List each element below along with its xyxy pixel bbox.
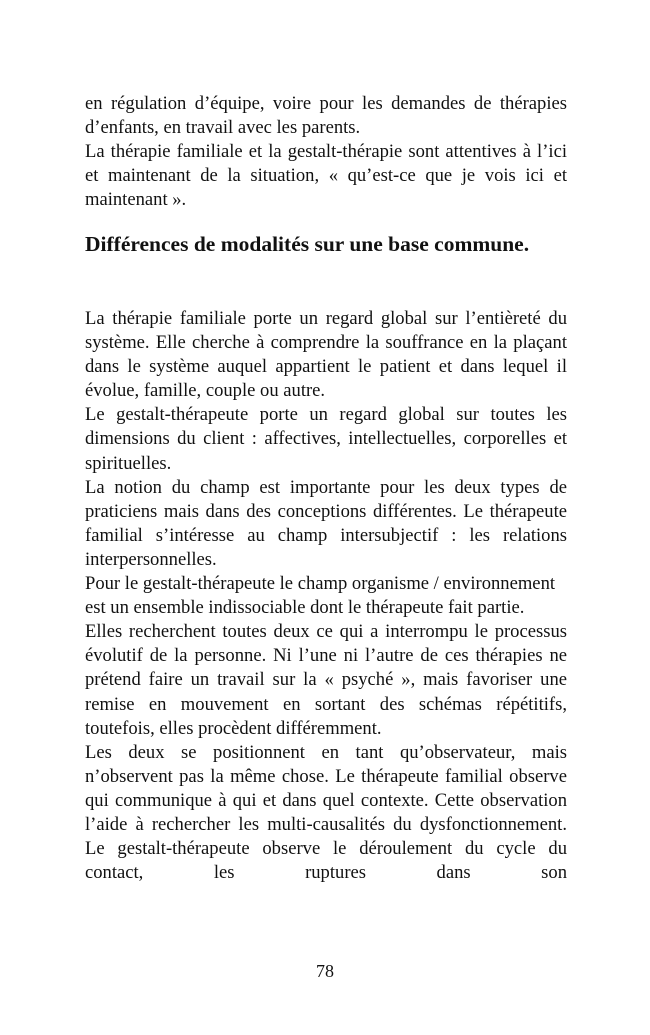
paragraph: La thérapie familiale porte un regard global sur l’entièreté du système. Elle cherche à comprendre la souffrance en la plaçant dans le système auquel appartient le patient et dans lequel il évolue, famille, couple ou autre. [85, 308, 567, 402]
paragraph: Le gestalt-thérapeute porte un regard global sur toutes les dimensions du client : affectives, intellectuelles, corporelles et spirituelles. [85, 404, 567, 474]
paragraph: Les deux se positionnent en tant qu’observateur, mais n’observent pas la même chose. Le thérapeute familial observe qui communique à qui et dans quel contexte. Cette observation l’aide à rechercher les multi-causalités du dysfonctionnement. Le gestalt-thérapeute observe le déroulement du cycle du contact, les ruptures dans son [85, 741, 567, 884]
paragraph: La thérapie familiale et la gestalt-thérapie sont attentives à l’ici et maintenant de la situation, « qu’est-ce que je vois ici et maintenant ». [85, 141, 567, 211]
paragraph: Pour le gestalt-thérapeute le champ organisme / environnement est un ensemble indissociable dont le thérapeute fait partie. [85, 573, 556, 619]
body-text [85, 307, 567, 885]
section-heading: Différences de modalités sur une base commune. [85, 232, 530, 256]
paragraph: Elles recherchent toutes deux ce qui a interrompu le processus évolutif de la personne. Ni l’une ni l’autre de ces thérapies ne prétend faire un travail sur la « psyché », mais favoriser une remise en mouvement en sortant des schémas répétitifs, toutefois, elles procèdent différemment. [85, 621, 567, 739]
page-number: 78 [316, 961, 334, 981]
paragraph: La notion du champ est importante pour les deux types de praticiens mais dans des conceptions différentes. Le thérapeute familial s’intéresse au champ intersubjectif : les relations interpersonnelles. [85, 476, 567, 570]
intro-text [85, 92, 567, 212]
paragraph: en régulation d’équipe, voire pour les demandes de thérapies d’enfants, en travail avec les parents. [85, 93, 567, 139]
